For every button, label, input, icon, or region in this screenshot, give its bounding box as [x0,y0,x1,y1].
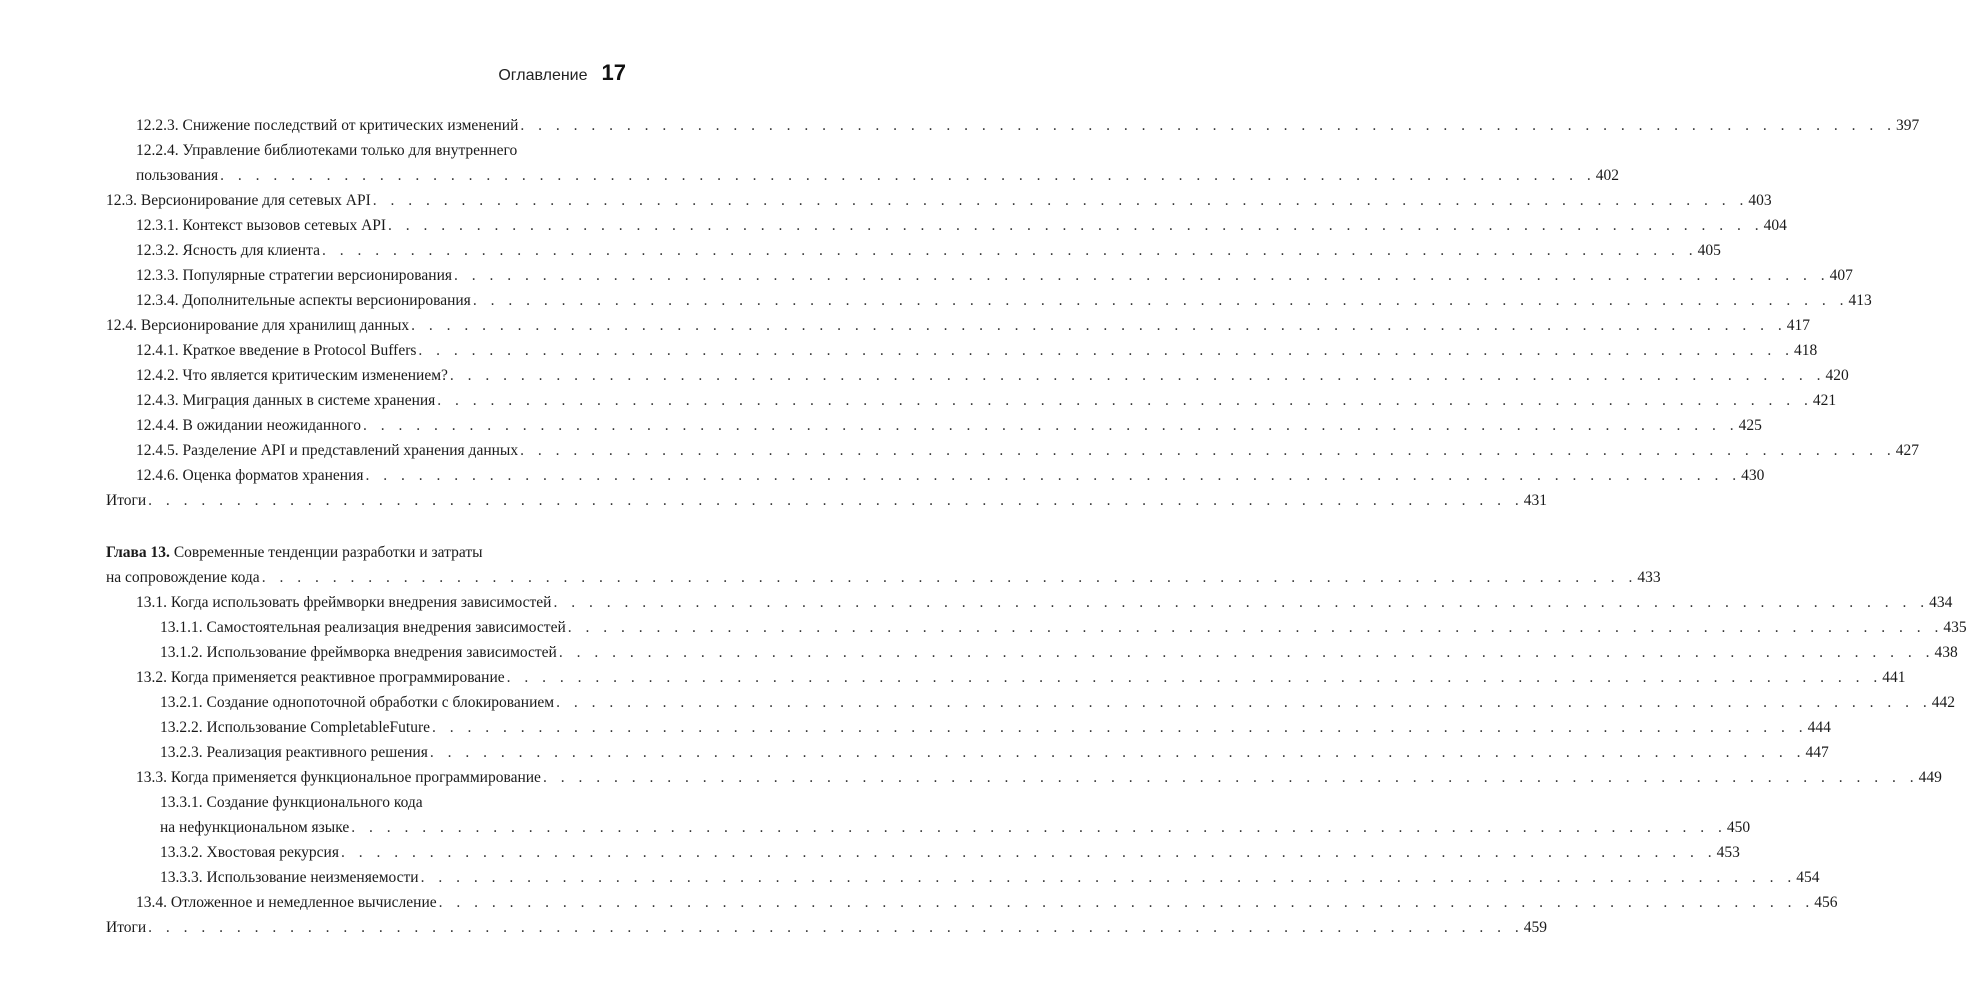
toc-entry-title: 12.3. Версионирование для сетевых API [106,192,371,209]
toc-entry-title: на сопровождение кода [106,569,260,586]
toc-entry-title: 12.3.4. Дополнительные аспекты версионирования [136,292,471,309]
toc-entry-title: 13.2. Когда применяется реактивное программирование [136,669,505,686]
leader-dots: . . . . . . . . . . . . . . . . . . . . . . . . . . . . . . . . . . . . . . . . . . . . . . . . . . . . . . . . . . . . . . . . . . . . . . . . . . . . . . [429,744,1806,761]
toc-entry[interactable] [0,765,1942,790]
toc-entry[interactable] [0,890,1838,915]
toc-entry-page: 438 [1934,644,1958,661]
header-title: Оглавление [498,67,588,84]
toc-entry-page: 449 [1918,769,1942,786]
toc-entry-page: 425 [1738,417,1762,434]
leader-dots: . . . . . . . . . . . . . . . . . . . . . . . . . . . . . . . . . . . . . . . . . . . . . . . . . . . . . . . . . . . . . . . . . . . . . . . . . . . . . . [261,569,1638,586]
toc-entry[interactable] [0,338,1818,363]
toc-entry-page: 418 [1794,342,1818,359]
toc-entry-page: 435 [1943,619,1967,636]
toc-entry[interactable] [0,238,1721,263]
toc-entry-page: 442 [1931,694,1955,711]
leader-dots: . . . . . . . . . . . . . . . . . . . . . . . . . . . . . . . . . . . . . . . . . . . . . . . . . . . . . . . . . . . . . . . . . . . . . . . . . . . . . . [365,467,1742,484]
toc-entry[interactable] [0,665,1906,690]
toc-entry-title: пользования [136,167,219,184]
toc-entry-title: 12.2.3. Снижение последствий от критических изменений [136,117,519,134]
leader-dots: . . . . . . . . . . . . . . . . . . . . . . . . . . . . . . . . . . . . . . . . . . . . . . . . . . . . . . . . . . . . . . . . . . . . . . . . . . . . . . [351,819,1727,836]
leader-dots: . . . . . . . . . . . . . . . . . . . . . . . . . . . . . . . . . . . . . . . . . . . . . . . . . . . . . . . . . . . . . . . . . . . . . . . . . . . . . . [340,844,1717,861]
leader-dots: . . . . . . . . . . . . . . . . . . . . . . . . . . . . . . . . . . . . . . . . . . . . . . . . . . . . . . . . . . . . . . . . . . . . . . . . . . . . . . [321,242,1698,259]
toc-entry[interactable] [0,488,1548,513]
toc-entry-page: 397 [1896,117,1920,134]
toc-entry-title: 13.2.3. Реализация реактивного решения [160,744,428,761]
toc-entry-title: 12.4.1. Краткое введение в Protocol Buffers [136,342,417,359]
toc-entry-page: 454 [1796,869,1820,886]
toc-entry[interactable] [0,690,1955,715]
toc-entry-title: 13.1.1. Самостоятельная реализация внедрения зависимостей [160,619,566,636]
toc-entry[interactable] [0,213,1787,238]
toc-entry-title: на нефункциональном языке [160,819,350,836]
toc-entry-page: 402 [1595,167,1620,184]
toc-entry-page: 427 [1895,442,1919,459]
toc-entry-page: 407 [1829,267,1853,284]
toc-entry[interactable] [0,590,1953,615]
toc-entry-title: 13.3.3. Использование неизменяемости [160,869,419,886]
toc-chapter-title-line1 [106,540,708,565]
toc-entry-page: 456 [1814,894,1838,911]
toc-entry-page: 404 [1763,217,1787,234]
leader-dots: . . . . . . . . . . . . . . . . . . . . . . . . . . . . . . . . . . . . . . . . . . . . . . . . . . . . . . . . . . . . . . . . . . . . . . . . . . . . . . [567,619,1944,636]
toc-entry-title-line1: 12.2.4. Управление библиотеками только для внутреннего [136,142,518,159]
leader-dots: . . . . . . . . . . . . . . . . . . . . . . . . . . . . . . . . . . . . . . . . . . . . . . . . . . . . . . . . . . . . . . . . . . . . . . . . . . . . . . [438,894,1815,911]
toc-entry-title: 12.3.1. Контекст вызовов сетевых API [136,217,387,234]
toc-entry[interactable] [0,715,1831,740]
leader-dots: . . . . . . . . . . . . . . . . . . . . . . . . . . . . . . . . . . . . . . . . . . . . . . . . . . . . . . . . . . . . . . . . . . . . . . . . . . . . . . [558,644,1935,661]
toc-entry-title: 12.4.3. Миграция данных в системе хранения [136,392,436,409]
chapter-title-first-line: Современные тенденции разработки и затраты [169,544,483,561]
toc-entry-page: 403 [1748,192,1772,209]
toc-entry[interactable] [0,840,1740,865]
toc-entry-title: 12.3.2. Ясность для клиента [136,242,320,259]
toc-entry-title: 12.4.2. Что является критическим изменением? [136,367,448,384]
running-header [498,60,626,86]
toc-entry[interactable] [0,740,1829,765]
toc-entry[interactable] [0,640,1958,665]
toc-entry[interactable] [0,288,1872,313]
toc-entry-title: Итоги [106,492,147,509]
toc-entry-page: 450 [1726,819,1751,836]
leader-dots: . . . . . . . . . . . . . . . . . . . . . . . . . . . . . . . . . . . . . . . . . . . . . . . . . . . . . . . . . . . . . . . . . . . . . . . . . . . . . . [432,719,1808,736]
leader-dots: . . . . . . . . . . . . . . . . . . . . . . . . . . . . . . . . . . . . . . . . . . . . . . . . . . . . . . . . . . . . . . . . . . . . . . . . . . . . . . [520,442,1896,459]
toc-entry-page: 413 [1848,292,1872,309]
toc-entry-page: 444 [1807,719,1831,736]
toc-entry-title: 12.3.3. Популярные стратегии версионирования [136,267,453,284]
leader-dots: . . . . . . . . . . . . . . . . . . . . . . . . . . . . . . . . . . . . . . . . . . . . . . . . . . . . . . . . . . . . . . . . . . . . . . . . . . . . . . [556,694,1932,711]
toc-entry-title: Итоги [106,919,147,936]
toc-entry-title: 13.3.2. Хвостовая рекурсия [160,844,339,861]
toc-entry-title-line1: 13.3.1. Создание функционального кода [160,794,423,811]
toc-entry-page: 459 [1523,919,1548,936]
toc-entry-page: 405 [1697,242,1721,259]
toc-entry[interactable] [0,915,1548,940]
toc-entry-title: 12.4.5. Разделение API и представлений хранения данных [136,442,519,459]
toc-entry[interactable] [0,615,1967,640]
toc-entry[interactable] [0,388,1837,413]
leader-dots: . . . . . . . . . . . . . . . . . . . . . . . . . . . . . . . . . . . . . . . . . . . . . . . . . . . . . . . . . . . . . . . . . . . . . . . . . . . . . . [418,342,1795,359]
leader-dots: . . . . . . . . . . . . . . . . . . . . . . . . . . . . . . . . . . . . . . . . . . . . . . . . . . . . . . . . . . . . . . . . . . . . . . . . . . . . . . [520,117,1897,134]
toc-entry[interactable] [0,363,1849,388]
toc-entry-page: 453 [1716,844,1740,861]
leader-dots: . . . . . . . . . . . . . . . . . . . . . . . . . . . . . . . . . . . . . . . . . . . . . . . . . . . . . . . . . . . . . . . . . . . . . . . . . . . . . . [148,492,1524,509]
toc-entry-page: 433 [1637,569,1661,586]
toc-entry-title: 12.4.6. Оценка форматов хранения [136,467,364,484]
toc-entry-page: 447 [1805,744,1829,761]
toc-entry[interactable] [0,463,1765,488]
toc-entry[interactable] [0,438,1919,463]
toc-entry[interactable] [0,790,1751,840]
leader-dots: . . . . . . . . . . . . . . . . . . . . . . . . . . . . . . . . . . . . . . . . . . . . . . . . . . . . . . . . . . . . . . . . . . . . . . . . . . . . . . [454,267,1830,284]
toc-entry-page: 420 [1825,367,1849,384]
toc-entry[interactable] [0,413,1762,438]
toc-entry-title: 13.2.2. Использование CompletableFuture [160,719,431,736]
leader-dots: . . . . . . . . . . . . . . . . . . . . . . . . . . . . . . . . . . . . . . . . . . . . . . . . . . . . . . . . . . . . . . . . . . . . . . . . . . . . . . [362,417,1739,434]
toc-entry-title: 13.1.2. Использование фреймворка внедрения зависимостей [160,644,557,661]
leader-dots: . . . . . . . . . . . . . . . . . . . . . . . . . . . . . . . . . . . . . . . . . . . . . . . . . . . . . . . . . . . . . . . . . . . . . . . . . . . . . . [542,769,1919,786]
leader-dots: . . . . . . . . . . . . . . . . . . . . . . . . . . . . . . . . . . . . . . . . . . . . . . . . . . . . . . . . . . . . . . . . . . . . . . . . . . . . . . [437,392,1813,409]
toc-entry[interactable] [0,113,1920,138]
leader-dots: . . . . . . . . . . . . . . . . . . . . . . . . . . . . . . . . . . . . . . . . . . . . . . . . . . . . . . . . . . . . . . . . . . . . . . . . . . . . . . [472,292,1849,309]
toc-entry-title: 13.3. Когда применяется функциональное программирование [136,769,541,786]
toc-entry-title: 13.1. Когда использовать фреймворки внедрения зависимостей [136,594,552,611]
toc-entry-title: 12.4. Версионирование для хранилищ данных [106,317,410,334]
leader-dots: . . . . . . . . . . . . . . . . . . . . . . . . . . . . . . . . . . . . . . . . . . . . . . . . . . . . . . . . . . . . . . . . . . . . . . . . . . . . . . [449,367,1826,384]
leader-dots: . . . . . . . . . . . . . . . . . . . . . . . . . . . . . . . . . . . . . . . . . . . . . . . . . . . . . . . . . . . . . . . . . . . . . . . . . . . . . . [411,317,1787,334]
leader-dots: . . . . . . . . . . . . . . . . . . . . . . . . . . . . . . . . . . . . . . . . . . . . . . . . . . . . . . . . . . . . . . . . . . . . . . . . . . . . . . [372,192,1749,209]
toc-entry[interactable] [0,138,1620,188]
leader-dots: . . . . . . . . . . . . . . . . . . . . . . . . . . . . . . . . . . . . . . . . . . . . . . . . . . . . . . . . . . . . . . . . . . . . . . . . . . . . . . [506,669,1883,686]
toc-entry[interactable] [0,865,1820,890]
toc-entry-page: 434 [1929,594,1953,611]
toc-entry[interactable] [0,313,1811,338]
toc-entry-page: 430 [1741,467,1765,484]
toc-entry-title: 12.4.4. В ожидании неожиданного [136,417,361,434]
toc-entry[interactable] [0,263,1853,288]
toc-entry-page: 421 [1812,392,1837,409]
leader-dots: . . . . . . . . . . . . . . . . . . . . . . . . . . . . . . . . . . . . . . . . . . . . . . . . . . . . . . . . . . . . . . . . . . . . . . . . . . . . . . [148,919,1524,936]
toc-entry-page: 441 [1882,669,1906,686]
leader-dots: . . . . . . . . . . . . . . . . . . . . . . . . . . . . . . . . . . . . . . . . . . . . . . . . . . . . . . . . . . . . . . . . . . . . . . . . . . . . . . [220,167,1596,184]
chapter-label: Глава 13. [106,544,170,561]
table-of-contents [0,113,1967,940]
toc-entry-page: 417 [1786,317,1811,334]
toc-entry[interactable] [0,188,1772,213]
toc-chapter-entry[interactable] [0,540,1661,590]
toc-entry-title: 13.4. Отложенное и немедленное вычисление [136,894,437,911]
leader-dots: . . . . . . . . . . . . . . . . . . . . . . . . . . . . . . . . . . . . . . . . . . . . . . . . . . . . . . . . . . . . . . . . . . . . . . . . . . . . . . [420,869,1797,886]
toc-entry-title: 13.2.1. Создание однопоточной обработки с блокированием [160,694,555,711]
header-page-number: 17 [601,60,626,85]
toc-entry-page: 431 [1523,492,1548,509]
leader-dots: . . . . . . . . . . . . . . . . . . . . . . . . . . . . . . . . . . . . . . . . . . . . . . . . . . . . . . . . . . . . . . . . . . . . . . . . . . . . . . [553,594,1930,611]
leader-dots: . . . . . . . . . . . . . . . . . . . . . . . . . . . . . . . . . . . . . . . . . . . . . . . . . . . . . . . . . . . . . . . . . . . . . . . . . . . . . . [388,217,1764,234]
